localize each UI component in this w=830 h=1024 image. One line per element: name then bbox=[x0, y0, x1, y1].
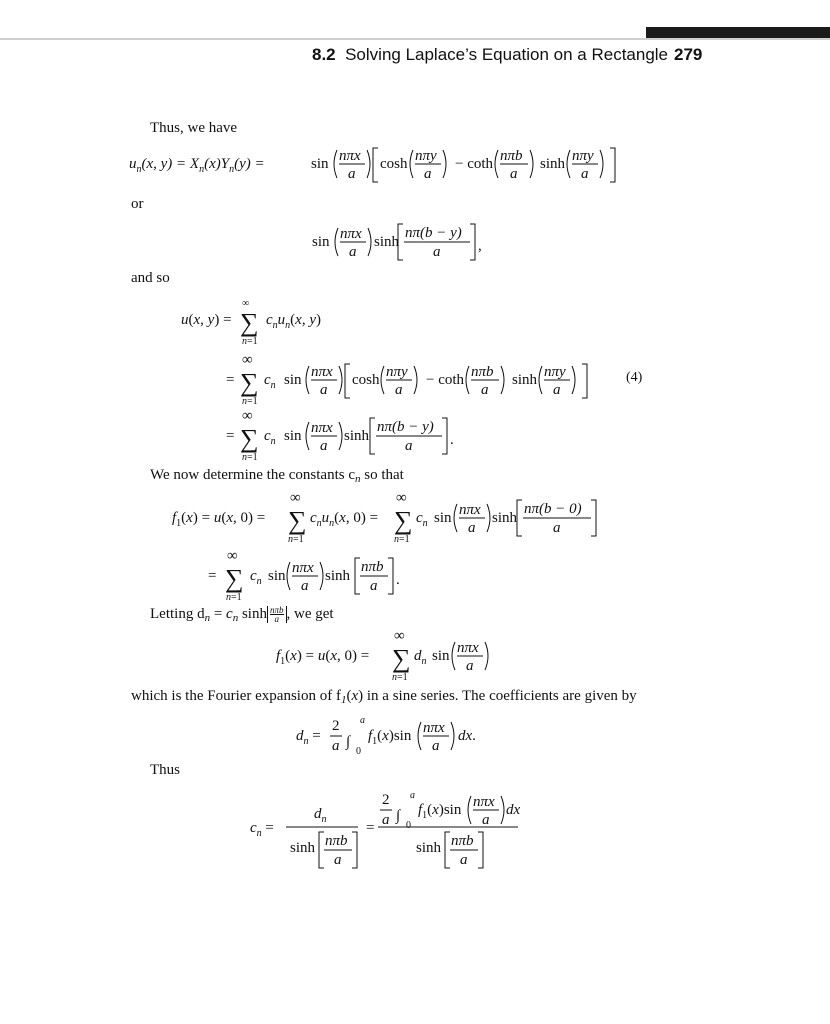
svg-text:nπx: nπx bbox=[340, 226, 362, 242]
svg-text:dn: $d_n$ bbox=[314, 806, 327, 825]
svg-text:0: 0 bbox=[356, 746, 361, 757]
equation-u-series bbox=[0, 296, 830, 350]
svg-text:nπb: nπb bbox=[361, 559, 384, 575]
svg-text:nπy: nπy bbox=[415, 148, 437, 164]
equation-alternative-form bbox=[0, 216, 830, 266]
svg-text:cnun(x, 0) =: $c_nu_n(x$, 0) = bbox=[310, 510, 379, 529]
svg-text:nπx: nπx bbox=[459, 502, 481, 518]
svg-text:nπb: nπb bbox=[451, 833, 474, 849]
text-and-so: and so bbox=[131, 270, 170, 286]
svg-text:∑: ∑ bbox=[225, 564, 244, 593]
svg-text:sinh: sinh bbox=[540, 156, 566, 172]
svg-text:f1(x)sin: $f_1(x)\sin$ bbox=[368, 728, 412, 747]
svg-text:sin: sin bbox=[268, 568, 286, 584]
svg-text:u(x, y) =: u(x, y) = bbox=[181, 312, 232, 328]
svg-text:∞: ∞ bbox=[242, 352, 253, 368]
svg-text:sinh: sinh bbox=[512, 372, 538, 388]
svg-text:a: a bbox=[395, 382, 403, 398]
svg-text:nπ(b − y): nπ(b − y) bbox=[405, 225, 462, 241]
svg-text:dn =: $d_n$ = bbox=[296, 728, 321, 747]
svg-text:nπb: nπb bbox=[500, 148, 523, 164]
svg-text:a: a bbox=[320, 438, 328, 454]
svg-text:sinh: sinh bbox=[374, 234, 400, 250]
svg-text:nπb: nπb bbox=[325, 833, 348, 849]
svg-text:sin: sin bbox=[284, 428, 302, 444]
svg-text:n=1: n=1 bbox=[288, 534, 304, 544]
svg-text:nπy: nπy bbox=[572, 148, 594, 164]
svg-text:sin: sin bbox=[284, 372, 302, 388]
svg-text:nπb: nπb bbox=[471, 364, 494, 380]
svg-text:nπx: nπx bbox=[473, 794, 495, 810]
svg-text:cn: $c_n$ bbox=[264, 372, 276, 391]
svg-text:− coth: − coth bbox=[455, 156, 494, 172]
svg-text:sinh: sinh bbox=[344, 428, 370, 444]
svg-text:,: , bbox=[478, 238, 482, 254]
svg-text:a: a bbox=[460, 852, 468, 868]
svg-text:∑: ∑ bbox=[394, 506, 413, 535]
svg-text:n=1: n=1 bbox=[394, 534, 410, 544]
svg-text:a: a bbox=[432, 738, 440, 754]
svg-text:sin: sin bbox=[311, 156, 329, 172]
svg-text:a: a bbox=[553, 520, 561, 536]
equation-f1-sinh-nb bbox=[0, 548, 830, 602]
svg-text:a: a bbox=[348, 166, 356, 182]
svg-text:a: a bbox=[382, 812, 390, 828]
svg-text:∞: ∞ bbox=[396, 490, 407, 506]
svg-text:a: a bbox=[481, 382, 489, 398]
svg-text:nπx: nπx bbox=[423, 720, 445, 736]
svg-text:a: a bbox=[581, 166, 589, 182]
svg-text:sin: sin bbox=[312, 234, 330, 250]
equation-cn-coefficients bbox=[0, 780, 830, 880]
svg-text:sinh: sinh bbox=[492, 510, 518, 526]
running-header bbox=[312, 45, 668, 65]
svg-text:=: = bbox=[208, 568, 217, 584]
svg-text:sinh: sinh bbox=[325, 568, 351, 584]
svg-text:∞: ∞ bbox=[290, 490, 301, 506]
svg-text:2: 2 bbox=[382, 792, 390, 808]
svg-text:a: a bbox=[334, 852, 342, 868]
svg-text:sin: sin bbox=[432, 648, 450, 664]
svg-text:un(x, y) = Xn(x)Yn(y) =: $u_n(x$, $y) = X_n(x)Y_n(y)$ = bbox=[129, 156, 265, 175]
svg-text:nπ(b − 0): nπ(b − 0) bbox=[524, 501, 582, 517]
svg-text:2: 2 bbox=[332, 718, 340, 734]
text-fourier-expansion: which is the Fourier expansion of $f_1(x)$ in a sine series. The coefficients are given by bbox=[131, 688, 637, 706]
svg-text:n=1: n=1 bbox=[226, 592, 242, 602]
svg-text:a: a bbox=[349, 244, 357, 260]
section-number: 8.2 bbox=[312, 45, 336, 64]
svg-text:nπx: nπx bbox=[292, 560, 314, 576]
svg-text:a: a bbox=[301, 578, 309, 594]
svg-text:sinh: sinh bbox=[290, 840, 316, 856]
svg-text:a: a bbox=[433, 244, 441, 260]
svg-text:=: = bbox=[226, 428, 235, 444]
svg-text:∫: ∫ bbox=[396, 808, 401, 824]
equation-4-sinh-form bbox=[0, 408, 830, 462]
svg-text:f1(x) = u(x, 0) =: $f_1(x) = u(x$, 0) = bbox=[276, 648, 370, 667]
svg-text:.: . bbox=[450, 432, 454, 448]
equation-4-cosh-coth bbox=[0, 352, 830, 406]
svg-text:=: = bbox=[366, 820, 375, 836]
section-title: Solving Laplace’s Equation on a Rectangle bbox=[345, 45, 669, 64]
svg-text:nπx: nπx bbox=[311, 364, 333, 380]
svg-text:cn: $c_n$ bbox=[264, 428, 276, 447]
svg-text:n=1: n=1 bbox=[392, 672, 408, 682]
text-thus: Thus bbox=[150, 762, 180, 778]
svg-text:a: a bbox=[424, 166, 432, 182]
svg-text:∞: ∞ bbox=[242, 298, 250, 309]
svg-text:0: 0 bbox=[406, 820, 411, 831]
svg-text:f1(x)sin: $f_1(x)\sin$ bbox=[418, 802, 462, 821]
svg-text:cn: $c_n$ bbox=[250, 568, 262, 587]
svg-text:∞: ∞ bbox=[394, 628, 405, 644]
svg-text:− coth: − coth bbox=[426, 372, 465, 388]
svg-text:dx.: dx. bbox=[458, 728, 476, 744]
page-number: 279 bbox=[674, 45, 703, 64]
svg-text:a: a bbox=[405, 438, 413, 454]
equation-fourier-dn bbox=[0, 628, 830, 682]
svg-text:n=1: n=1 bbox=[242, 396, 258, 406]
svg-text:nπ(b − y): nπ(b − y) bbox=[377, 419, 434, 435]
equation-dn-integral bbox=[0, 708, 830, 762]
svg-text:a: a bbox=[360, 715, 365, 726]
svg-text:∫: ∫ bbox=[346, 734, 351, 750]
svg-text:cosh: cosh bbox=[380, 156, 408, 172]
svg-text:a: a bbox=[332, 738, 340, 754]
svg-text:cnun(x, y): $c_nu_n(x$, y) bbox=[266, 312, 322, 331]
svg-text:a: a bbox=[468, 520, 476, 536]
svg-text:sin: sin bbox=[434, 510, 452, 526]
text-determine-constants: We now determine the constants $c_n$ so that bbox=[150, 467, 404, 485]
svg-text:nπx: nπx bbox=[311, 420, 333, 436]
text-letting: Letting $d_n = c_n$ sinh nπb a , we get bbox=[150, 605, 334, 625]
svg-text:n=1: n=1 bbox=[242, 336, 258, 347]
svg-text:.: . bbox=[396, 572, 400, 588]
svg-text:a: a bbox=[410, 790, 415, 801]
svg-text:nπy: nπy bbox=[386, 364, 408, 380]
svg-text:nπx: nπx bbox=[339, 148, 361, 164]
svg-text:sinh: sinh bbox=[416, 840, 442, 856]
svg-text:∞: ∞ bbox=[227, 548, 238, 564]
svg-text:cn: $c_n$ bbox=[416, 510, 428, 529]
svg-text:=: = bbox=[226, 372, 235, 388]
equation-number: (4) bbox=[626, 370, 643, 385]
equation-f1-boundary bbox=[0, 490, 830, 544]
svg-text:a: a bbox=[482, 812, 490, 828]
text-or: or bbox=[131, 196, 144, 212]
svg-text:∑: ∑ bbox=[240, 424, 259, 453]
svg-text:cosh: cosh bbox=[352, 372, 380, 388]
svg-text:dx: dx bbox=[506, 802, 521, 818]
svg-text:a: a bbox=[466, 658, 474, 674]
svg-text:∑: ∑ bbox=[288, 506, 307, 535]
equation-un-product bbox=[0, 140, 830, 190]
svg-text:a: a bbox=[370, 578, 378, 594]
header-rule bbox=[0, 38, 830, 40]
svg-text:∑: ∑ bbox=[392, 644, 411, 673]
svg-text:∞: ∞ bbox=[242, 408, 253, 424]
text-thus-we-have: Thus, we have bbox=[150, 120, 238, 136]
svg-text:nπy: nπy bbox=[544, 364, 566, 380]
svg-text:a: a bbox=[320, 382, 328, 398]
svg-text:∑: ∑ bbox=[240, 308, 259, 337]
svg-text:dn: $d_n$ bbox=[414, 648, 427, 667]
svg-text:cn =: $c_n$ = bbox=[250, 820, 274, 839]
svg-text:nπx: nπx bbox=[457, 640, 479, 656]
svg-text:f1(x) = u(x, 0) =: $f_1(x) = u(x$, 0) = bbox=[172, 510, 266, 529]
svg-text:n=1: n=1 bbox=[242, 452, 258, 462]
svg-text:a: a bbox=[553, 382, 561, 398]
svg-text:a: a bbox=[510, 166, 518, 182]
svg-text:∑: ∑ bbox=[240, 368, 259, 397]
